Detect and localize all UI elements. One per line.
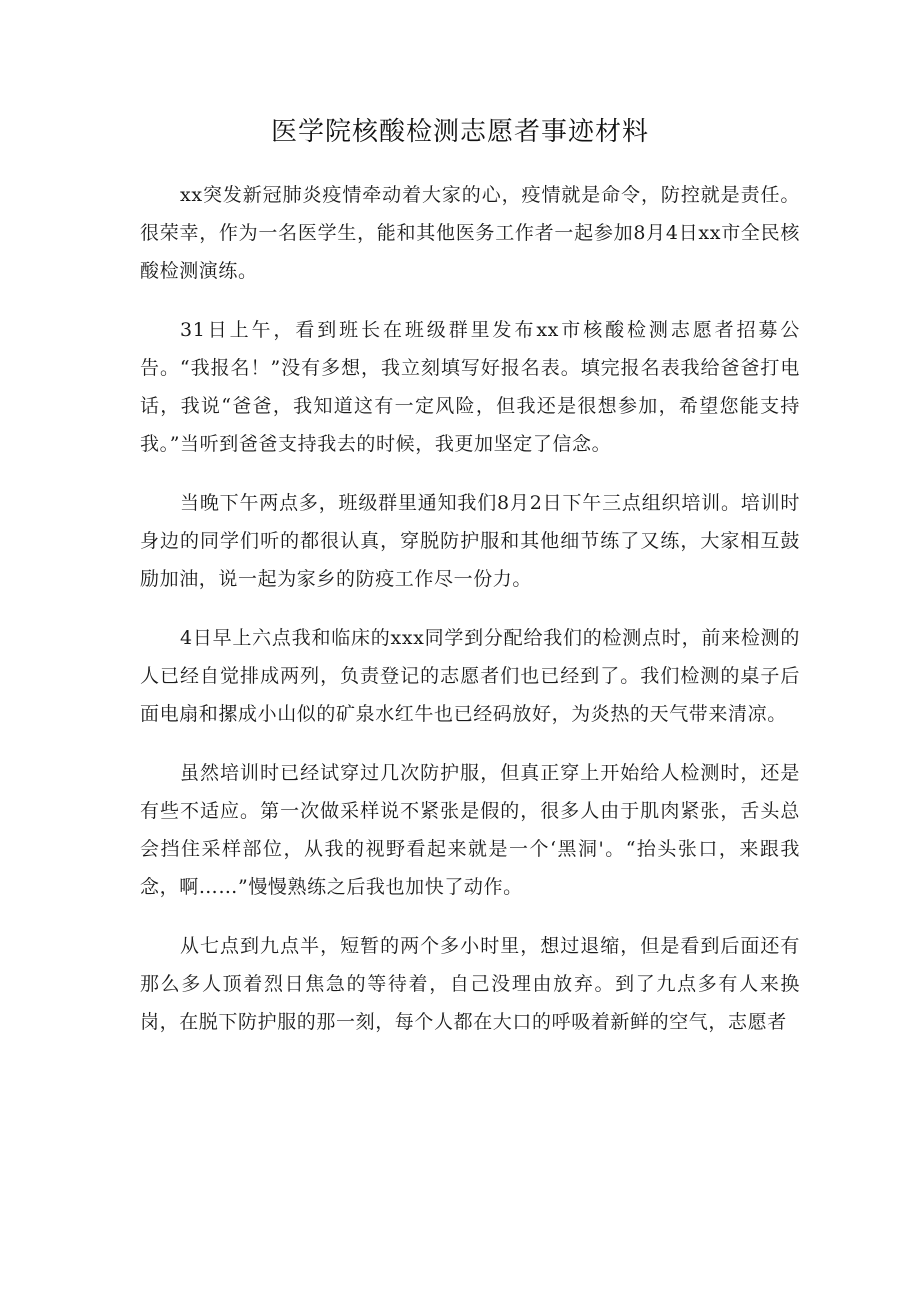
paragraph: 虽然培训时已经试穿过几次防护服，但真正穿上开始给人检测时，还是有些不适应。第一次做采样说不紧张是假的，很多人由于肌肉紧张，舌头总会挡住采样部位，从我的视野看起来就是一个‘黑洞'。“抬头张口，来跟我念，啊……”慢慢熟练之后我也加快了动作。 bbox=[140, 762, 800, 898]
paragraph: 31日上午，看到班长在班级群里发布xx市核酸检测志愿者招募公告。“我报名！”没有多想，我立刻填写好报名表。填完报名表我给爸爸打电话，我说“爸爸，我知道这有一定风险，但我还是很想参加，希望您能支持我。”当听到爸爸支持我去的时候，我更加坚定了信念。 bbox=[140, 319, 800, 455]
document-title: 医学院核酸检测志愿者事迹材料 bbox=[270, 117, 649, 147]
paragraph: 从七点到九点半，短暂的两个多小时里，想过退缩，但是看到后面还有那么多人顶着烈日焦急的等待着，自己没理由放弃。到了九点多有人来换岗，在脱下防护服的那一刻，每个人都在大口的呼吸着新鲜的空气，志愿者 bbox=[140, 935, 800, 1033]
paragraph: xx突发新冠肺炎疫情牵动着大家的心，疫情就是命令，防控就是责任。很荣幸，作为一名医学生，能和其他医务工作者一起参加8月4日xx市全民核酸检测演练。 bbox=[140, 184, 800, 282]
paragraph: 4日早上六点我和临床的xxx同学到分配给我们的检测点时，前来检测的人已经自觉排成两列，负责登记的志愿者们也已经到了。我们检测的桌子后面电扇和摞成小山似的矿泉水红牛也已经码放好，为炎热的天气带来清凉。 bbox=[140, 627, 800, 725]
paragraph: 当晚下午两点多，班级群里通知我们8月2日下午三点组织培训。培训时身边的同学们听的都很认真，穿脱防护服和其他细节练了又练，大家相互鼓励加油，说一起为家乡的防疫工作尽一份力。 bbox=[140, 492, 800, 590]
document-body bbox=[140, 176, 800, 1062]
